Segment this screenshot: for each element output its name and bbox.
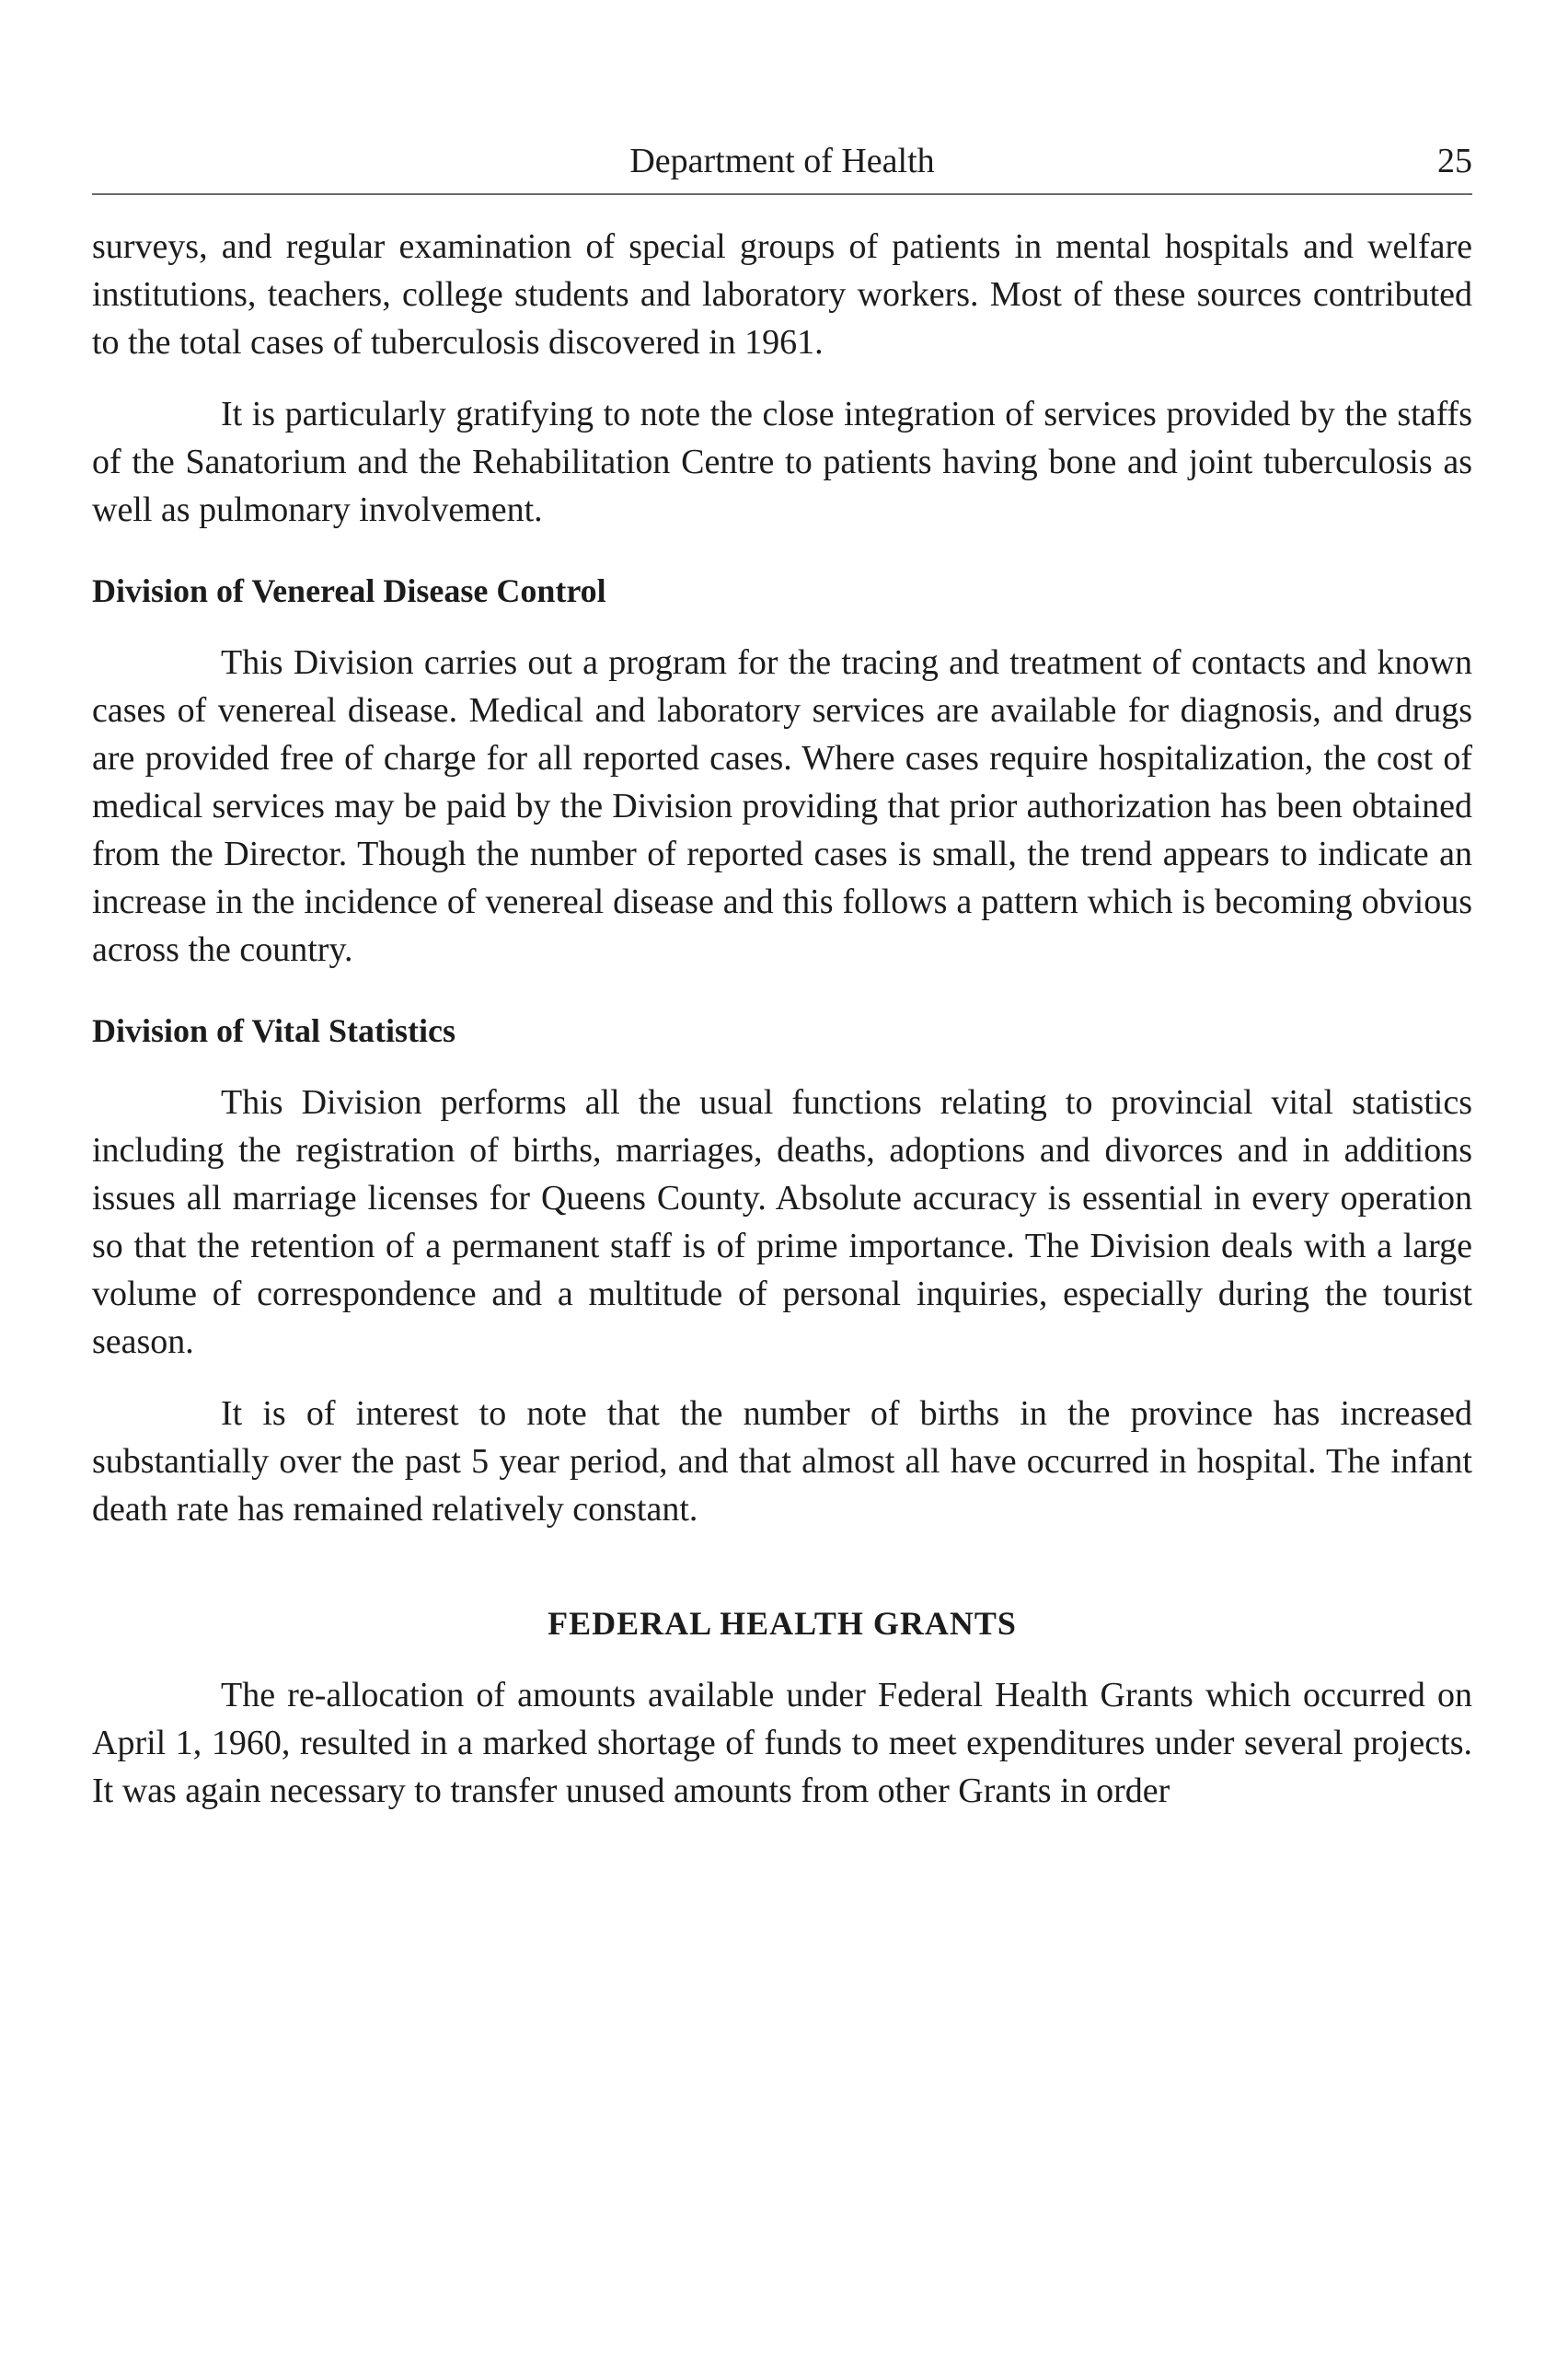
paragraph-venereal-disease: This Division carries out a program for the tracing and treatment of contacts and known cases of venereal disease. Medical and laboratory services are available for diagnosis, and drugs are provided free of charge for all reported cases. Where cases require hospitalization, the cost of medical services may be paid by the Division providing that prior authorization has been obtained from the Director. Though the number of reported cases is small, the trend appears to indicate an increase in the incidence of venereal disease and this follows a pattern which is becoming obvious across the country.	[92, 643, 1472, 969]
paragraph-integration-services: It is particularly gratifying to note the close integration of services provided by the staffs of the Sanatorium and the Rehabilitation Centre to patients having bone and joint tuberculosis as well as pulmonary involvement.	[92, 395, 1472, 529]
heading-federal-health-grants: FEDERAL HEALTH GRANTS	[548, 1605, 1017, 1642]
running-header	[92, 138, 1472, 195]
paragraph-vital-statistics: This Division performs all the usual functions relating to provincial vital statistics including the registration of births, marriages, deaths, adoptions and divorces and in additions issues all marriage licenses for Queens County. Absolute accuracy is essential in every operation so that the retention of a permanent staff is of prime importance. The Division deals with a large volume of correspondence and a multitude of personal inquiries, especially during the tourist season.	[92, 1083, 1472, 1361]
document-page	[92, 138, 1472, 1815]
header-title: Department of Health	[629, 142, 935, 180]
body-text	[92, 223, 1472, 1815]
page-number: 25	[1437, 142, 1472, 180]
heading-venereal-disease-control: Division of Venereal Disease Control	[92, 572, 606, 609]
heading-vital-statistics: Division of Vital Statistics	[92, 1012, 456, 1049]
paragraph-federal-grants: The re-allocation of amounts available under Federal Health Grants which occurred on April 1, 1960, resulted in a marked shortage of funds to meet expenditures under several projects. It was again necessary to transfer unused amounts from other Grants in order	[92, 1676, 1472, 1810]
paragraph-births-interest: It is of interest to note that the number of births in the province has increased substantially over the past 5 year period, and that almost all have occurred in hospital. The infant death rate has remained relatively constant.	[92, 1394, 1472, 1529]
paragraph-tuberculosis-sources: surveys, and regular examination of special groups of patients in mental hospitals and welfare institutions, teachers, college students and laboratory workers. Most of these sources contributed to the total cases of tuberculosis discovered in 1961.	[92, 227, 1472, 362]
